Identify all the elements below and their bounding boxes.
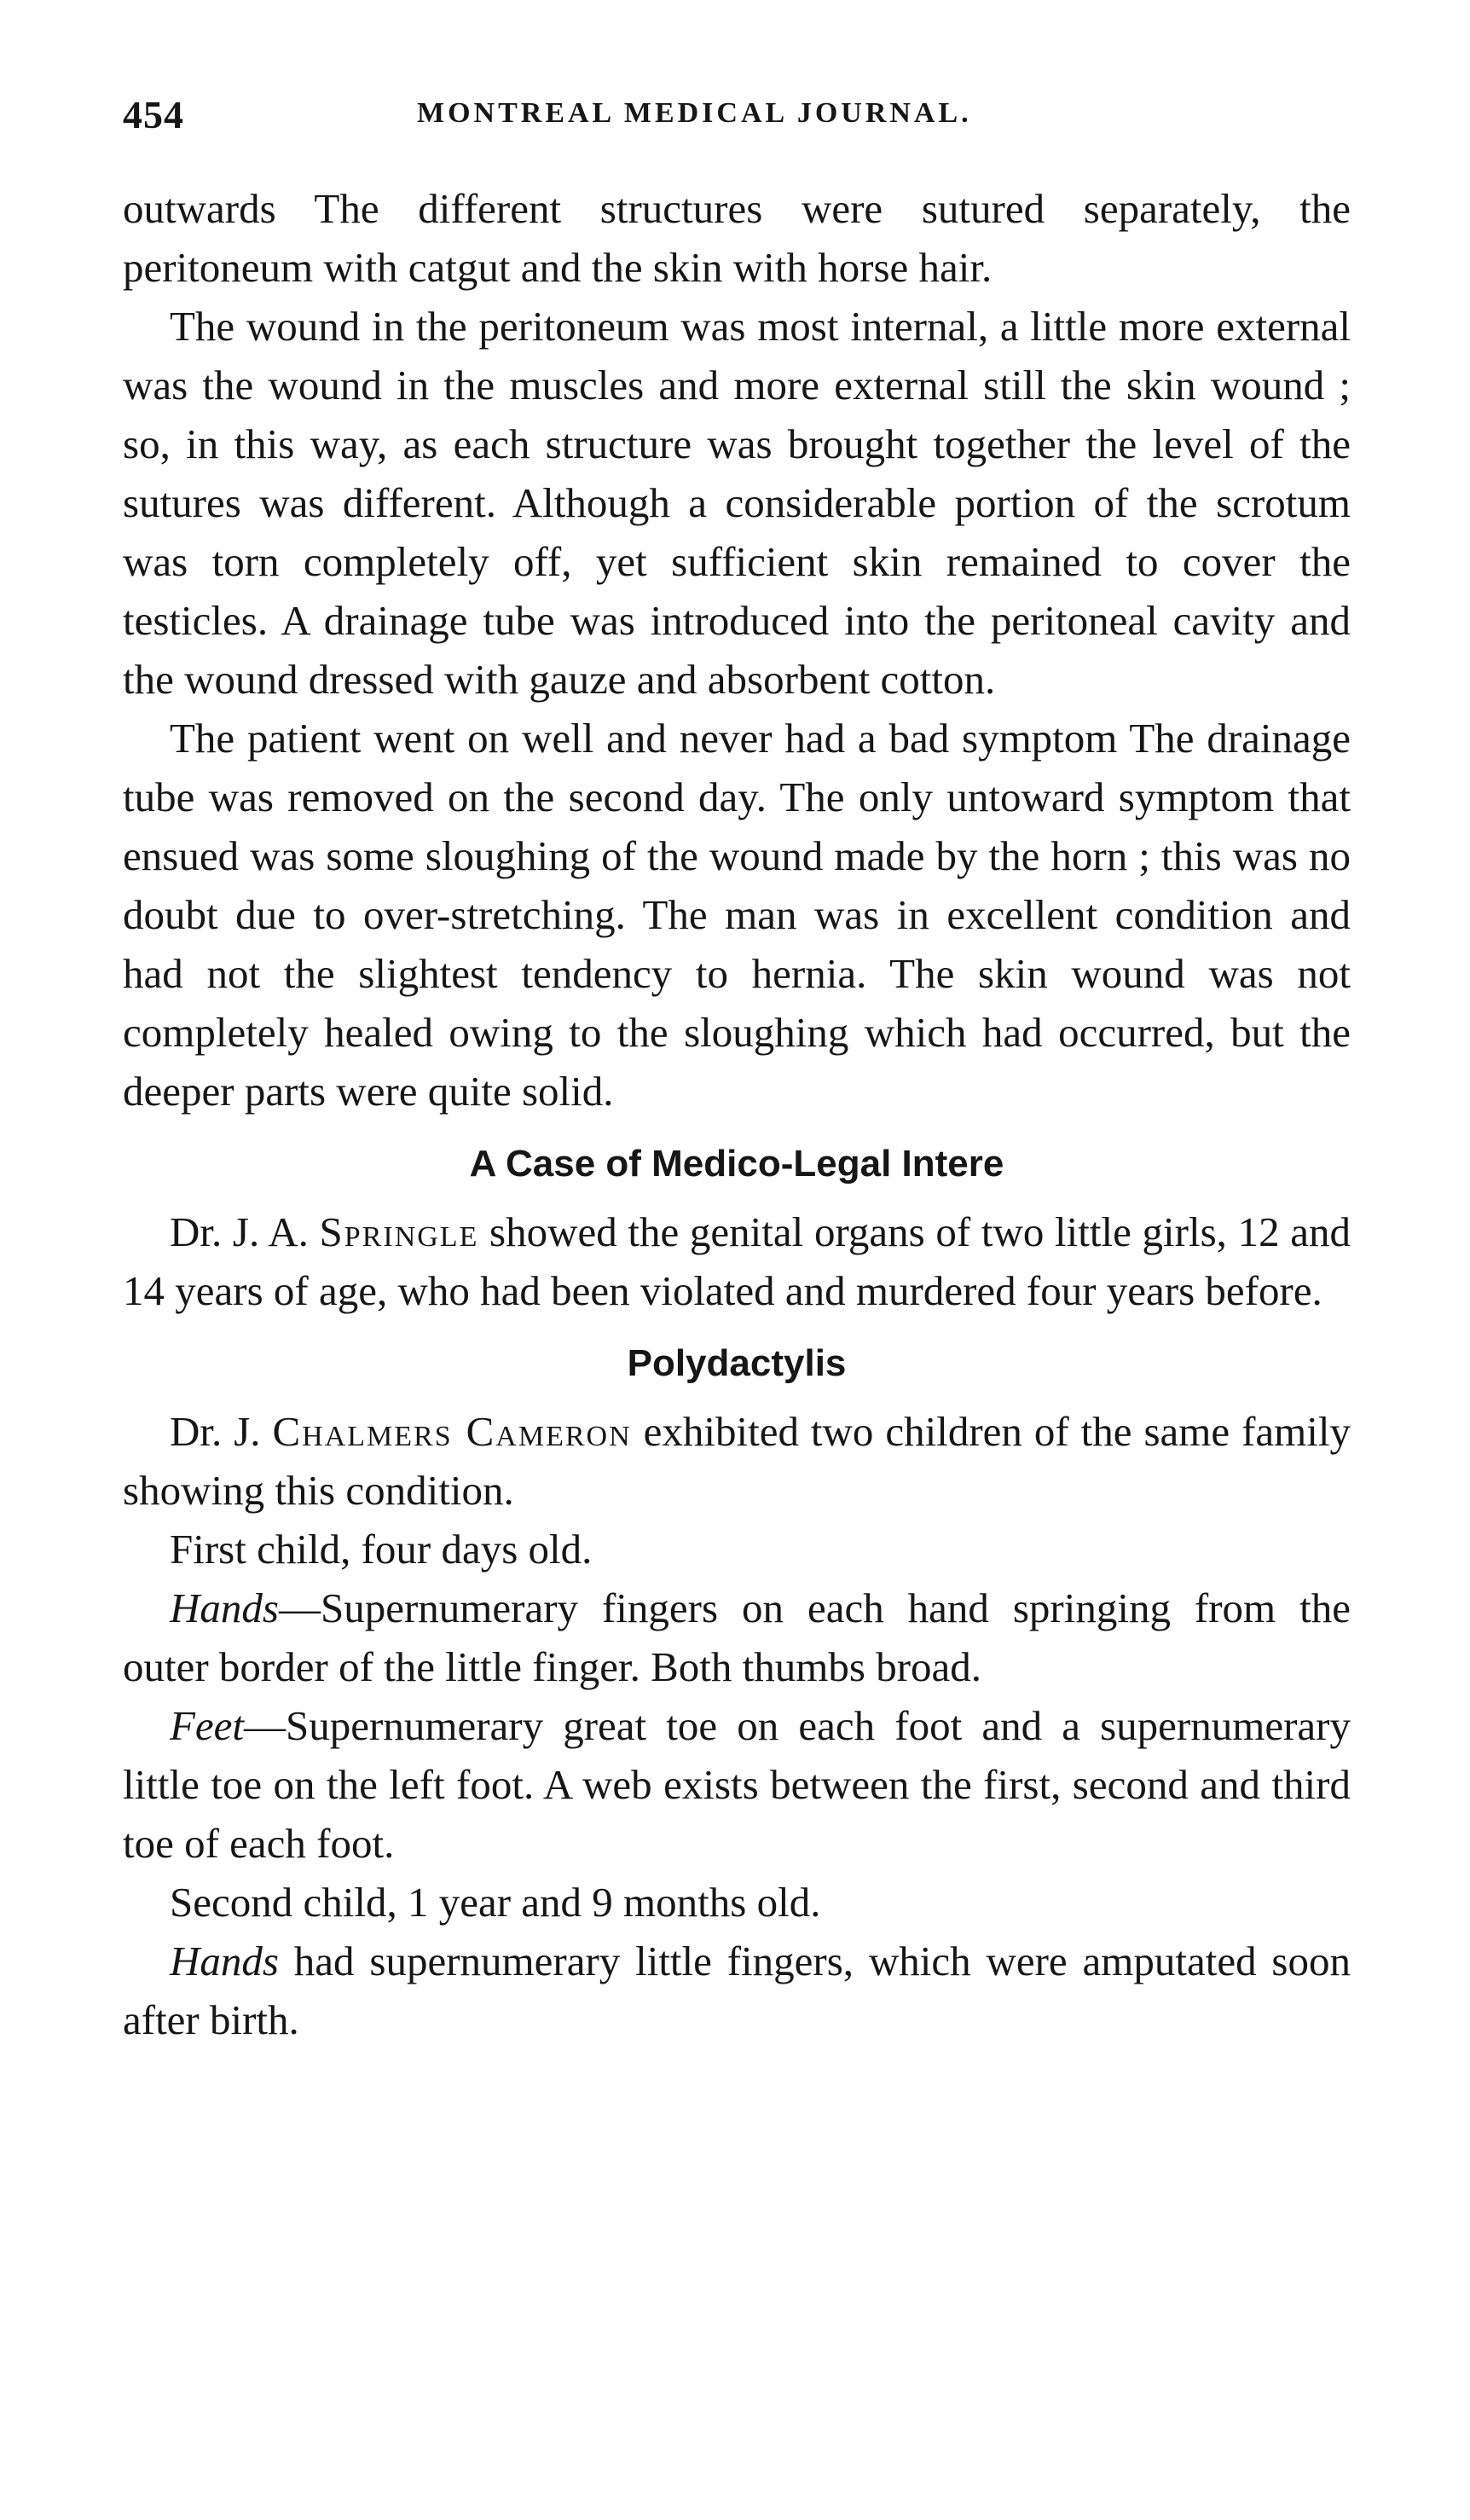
speaker-prefix: Dr. J. A. (170, 1208, 320, 1255)
hands-label: Hands (170, 1584, 279, 1631)
paragraph-springle (123, 1202, 1351, 1320)
paragraph-second-child: Second child, 1 year and 9 months old. (170, 1879, 821, 1926)
feet-label: Feet (170, 1702, 245, 1749)
running-head (123, 92, 1373, 143)
paragraph-text: had supernumerary little fingers, which were amputated soon after birth. (123, 1938, 1351, 2043)
article-body (123, 179, 1351, 2049)
page-number: 454 (123, 93, 184, 136)
paragraph-text: —Supernumerary great toe on each foot and a supernumerary little toe on the left foot. A web exists between the first, second and third toe of each foot. (123, 1702, 1351, 1867)
paragraph-continued: outwards The different structures were sutured separately, the peritoneum with catgut and the skin with horse hair. (123, 185, 1351, 291)
paragraph-text: —Supernumerary fingers on each hand springing from the outer border of the little finger. Both thumbs broad. (123, 1584, 1351, 1690)
speaker-prefix: Dr. J. (170, 1408, 273, 1455)
hands-label: Hands (170, 1938, 279, 1984)
paragraph-feet (123, 1696, 1351, 1873)
section-heading-medico-legal: A Case of Medico-Legal Intere (469, 1143, 1004, 1185)
paragraph-patient-recovery: The patient went on well and never had a bad symptom The drainage tube was removed on the second day. The only untoward symptom that ensued was some sloughing of the wound made by the horn ; this was no doubt due to over-stretching. The man was in excellent condition and had not the slightest tendency to hernia. The skin wound was not completely healed owing to the sloughing which had occurred, but the deeper parts were quite solid. (123, 715, 1351, 1115)
speaker-name: Chalmers Cameron (272, 1408, 632, 1455)
paragraph-wound-levels: The wound in the peritoneum was most internal, a little more external was the wound in the muscles and more external still the skin wound ; so, in this way, as each structure was brought together the level of the sutures was different. Although a considerable portion of the scrotum was torn completely off, yet sufficient skin remained to cover the testicles. A drainage tube was introduced into the peritoneal cavity and the wound dressed with gauze and absorbent cotton. (123, 303, 1351, 703)
journal-title: MONTREAL MEDICAL JOURNAL. (417, 97, 972, 129)
paragraph-text: exhibited two children of the same family showing this condition. (123, 1408, 1351, 1514)
paragraph-cameron (123, 1402, 1351, 1520)
paragraph-hands-second (123, 1932, 1351, 2049)
section-heading-polydactylis: Polydactylis (627, 1342, 847, 1384)
paragraph-hands (123, 1579, 1351, 1696)
paragraph-first-child: First child, four days old. (170, 1526, 593, 1573)
paragraph-text: showed the genital organs of two little girls, 12 and 14 years of age, who had been violated and murdered four years before. (123, 1208, 1351, 1314)
speaker-name: Springle (319, 1208, 479, 1255)
